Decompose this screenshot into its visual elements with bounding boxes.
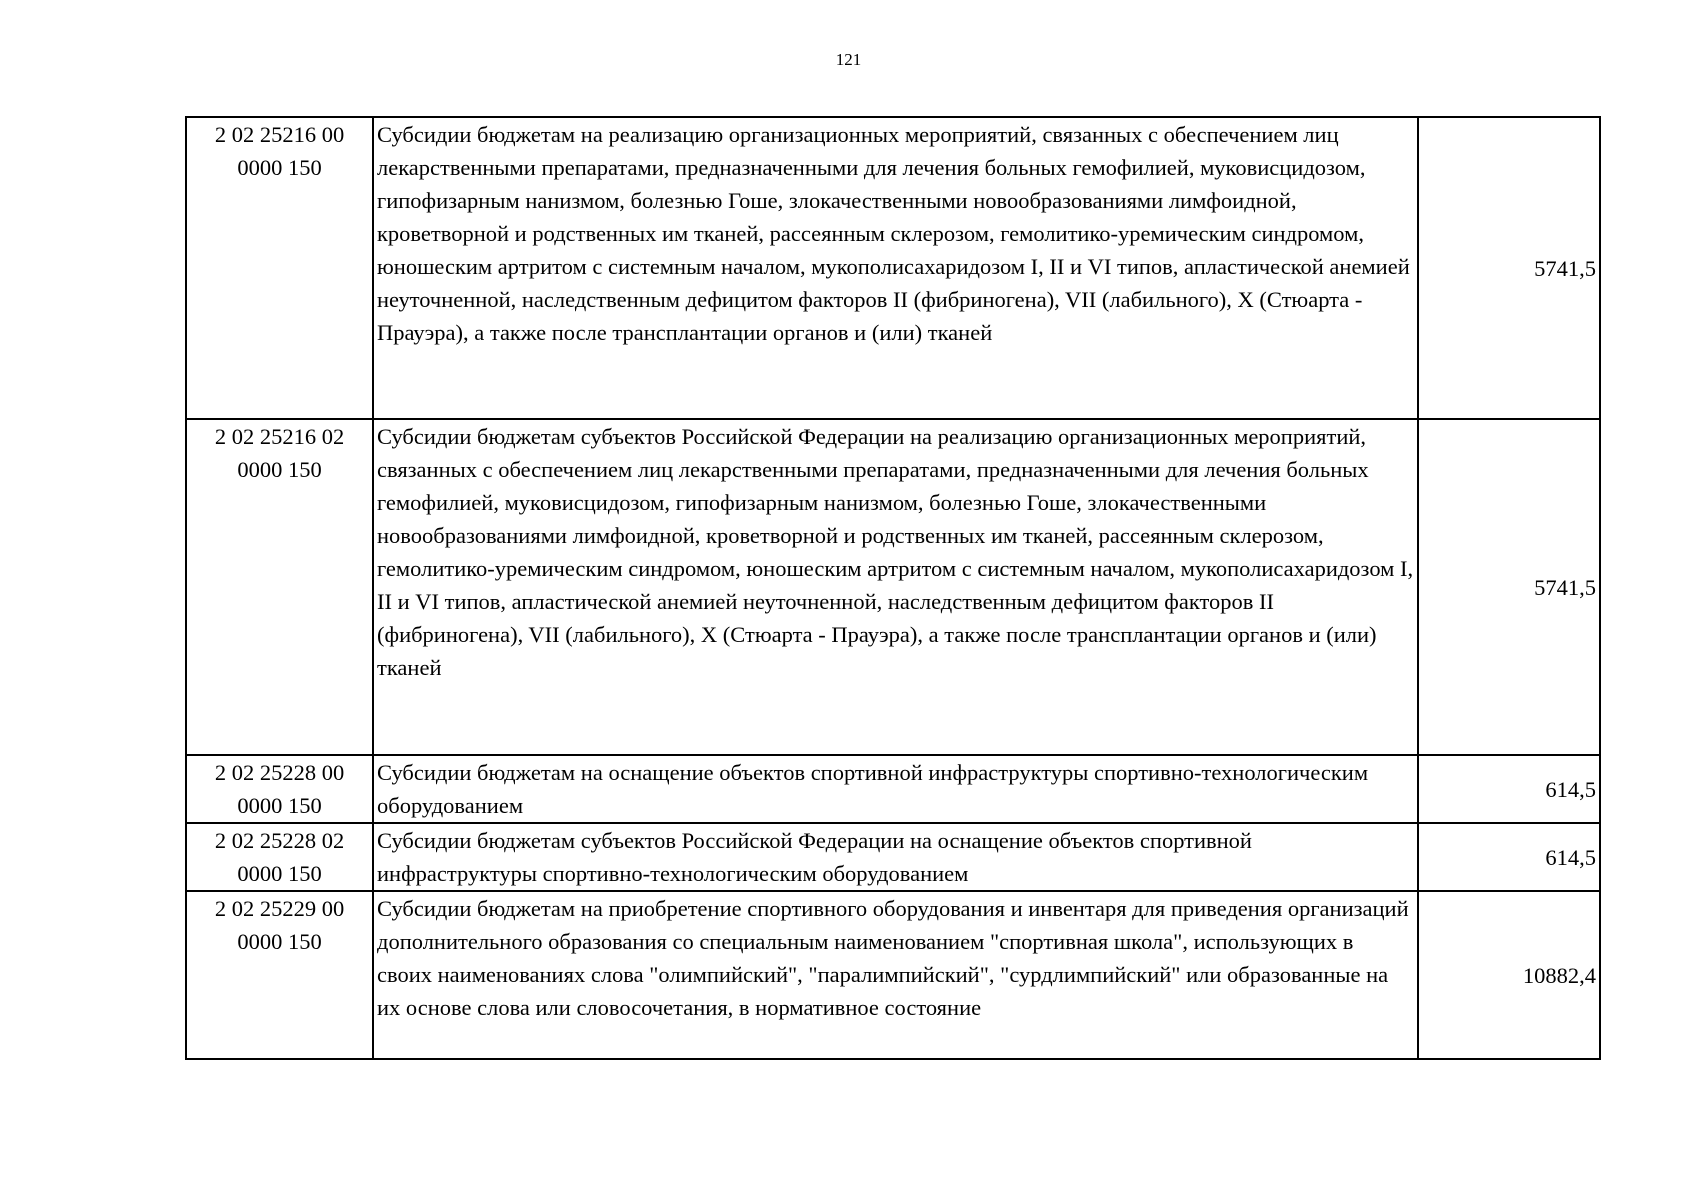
description-cell: Субсидии бюджетам на оснащение объектов спортивной инфраструктуры спортивно-технологическим оборудованием bbox=[373, 755, 1418, 823]
amount-cell: 5741,5 bbox=[1418, 419, 1600, 755]
amount-cell: 614,5 bbox=[1418, 823, 1600, 891]
table-row bbox=[186, 891, 1600, 1059]
amount-cell: 614,5 bbox=[1418, 755, 1600, 823]
description-cell: Субсидии бюджетам субъектов Российской Федерации на оснащение объектов спортивной инфраструктуры спортивно-технологическим оборудованием bbox=[373, 823, 1418, 891]
budget-code-cell: 2 02 25228 02 0000 150 bbox=[186, 823, 373, 891]
description-cell: Субсидии бюджетам субъектов Российской Федерации на реализацию организационных мероприятий, связанных с обеспечением лиц лекарственными препаратами, предназначенными для лечения больных гемофилией, муковисцидозом, гипофизарным нанизмом, болезнью Гоше, злокачественными новообразованиями лимфоидной, кроветворной и родственных им тканей, рассеянным склерозом, гемолитико-уремическим синдромом, юношеским артритом с системным началом, мукополисахаридозом I, II и VI типов, апластической анемией неуточненной, наследственным дефицитом факторов II (фибриногена), VII (лабильного), X (Стюарта - Прауэра), а также после трансплантации органов и (или) тканей bbox=[373, 419, 1418, 755]
table-row bbox=[186, 419, 1600, 755]
table-row bbox=[186, 823, 1600, 891]
budget-table bbox=[185, 116, 1601, 1060]
budget-code-cell: 2 02 25216 02 0000 150 bbox=[186, 419, 373, 755]
table-row bbox=[186, 755, 1600, 823]
page-number: 121 bbox=[835, 50, 862, 69]
budget-code-cell: 2 02 25216 00 0000 150 bbox=[186, 117, 373, 419]
description-cell: Субсидии бюджетам на приобретение спортивного оборудования и инвентаря для приведения организаций дополнительного образования со специальным наименованием "спортивная школа", использующих в своих наименованиях слова "олимпийский", "паралимпийский", "сурдлимпийский" или образованные на их основе слова или словосочетания, в нормативное состояние bbox=[373, 891, 1418, 1059]
table-row bbox=[186, 117, 1600, 419]
budget-code-cell: 2 02 25228 00 0000 150 bbox=[186, 755, 373, 823]
description-cell: Субсидии бюджетам на реализацию организационных мероприятий, связанных с обеспечением лиц лекарственными препаратами, предназначенными для лечения больных гемофилией, муковисцидозом, гипофизарным нанизмом, болезнью Гоше, злокачественными новообразованиями лимфоидной, кроветворной и родственных им тканей, рассеянным склерозом, гемолитико-уремическим синдромом, юношеским артритом с системным началом, мукополисахаридозом I, II и VI типов, апластической анемией неуточненной, наследственным дефицитом факторов II (фибриногена), VII (лабильного), X (Стюарта - Прауэра), а также после трансплантации органов и (или) тканей bbox=[373, 117, 1418, 419]
amount-cell: 10882,4 bbox=[1418, 891, 1600, 1059]
amount-cell: 5741,5 bbox=[1418, 117, 1600, 419]
budget-code-cell: 2 02 25229 00 0000 150 bbox=[186, 891, 373, 1059]
